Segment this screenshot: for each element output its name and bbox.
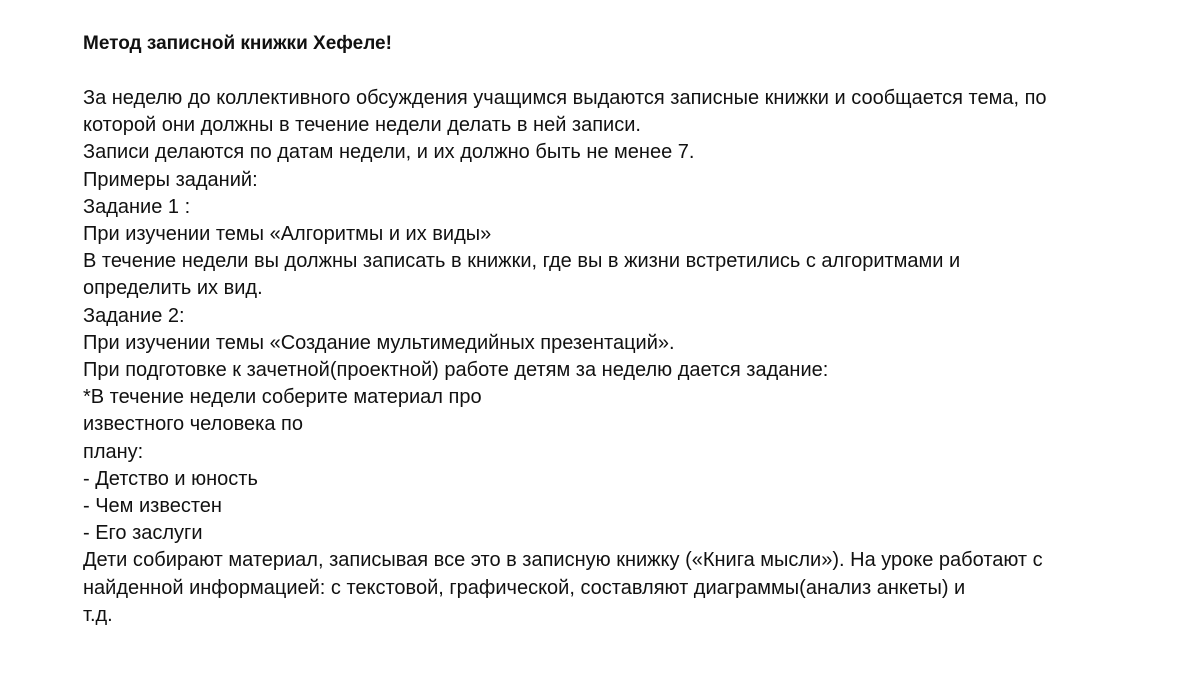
document-title: Метод записной книжки Хефеле! xyxy=(83,33,392,54)
body-line: При изучении темы «Создание мультимедийных презентаций». xyxy=(83,331,675,354)
body-line: В течение недели вы должны записать в книжки, где вы в жизни встретились с алгоритмами и xyxy=(83,250,961,273)
body-line: Задание 2: xyxy=(83,304,185,327)
body-line: При подготовке к зачетной(проектной) работе детям за неделю дается задание: xyxy=(83,359,829,382)
body-line: т.д. xyxy=(83,603,113,626)
body-line: - Детство и юность xyxy=(83,467,258,490)
body-line: которой они должны в течение недели делать в ней записи. xyxy=(83,114,641,137)
title-spacer xyxy=(83,58,1183,85)
body-line: плану: xyxy=(83,440,144,463)
body-line: Задание 1 : xyxy=(83,195,191,218)
body-line: - Чем известен xyxy=(83,495,222,518)
body-line: определить их вид. xyxy=(83,277,263,300)
document-page xyxy=(83,30,1183,629)
document-body xyxy=(83,85,1183,629)
body-line: Дети собирают материал, записывая все это в записную книжку («Книга мысли»). На уроке работают с xyxy=(83,549,1043,572)
body-line: При изучении темы «Алгоритмы и их виды» xyxy=(83,223,492,246)
body-line: *В течение недели соберите материал про xyxy=(83,386,482,409)
body-line: Примеры заданий: xyxy=(83,168,258,191)
body-line: найденной информацией: с текстовой, графической, составляют диаграммы(анализ анкеты) и xyxy=(83,576,966,599)
body-line: - Его заслуги xyxy=(83,522,203,545)
body-line: Записи делаются по датам недели, и их должно быть не менее 7. xyxy=(83,141,695,164)
body-line: известного человека по xyxy=(83,413,303,436)
body-line: За неделю до коллективного обсуждения учащимся выдаются записные книжки и сообщается тема, по xyxy=(83,87,1047,109)
